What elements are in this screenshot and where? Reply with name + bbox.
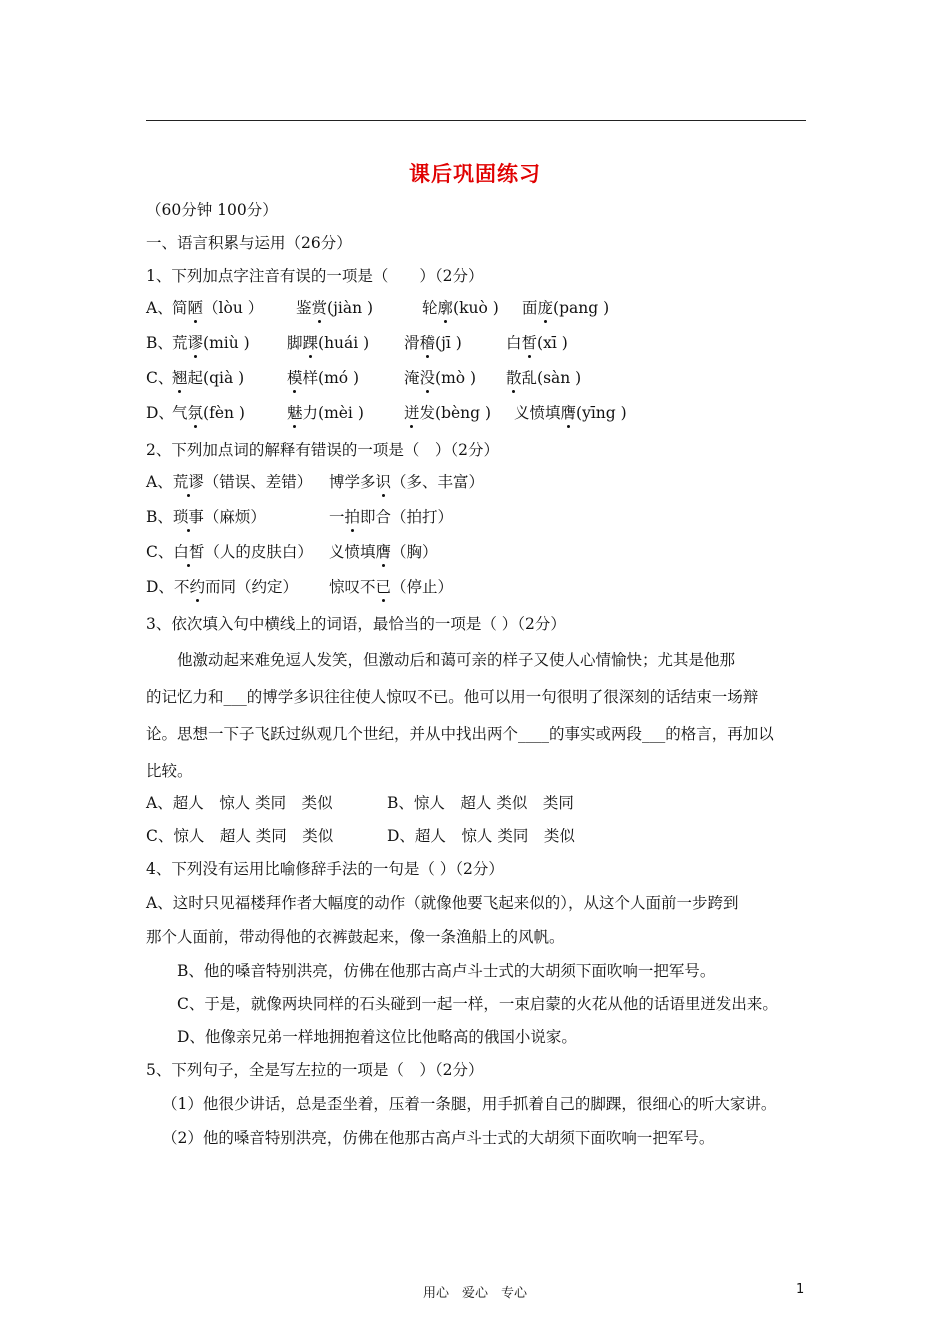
question-5-sentence-2: （2）他的嗓音特别洪亮，仿佛在他那古高卢斗士式的大胡须下面吹响一把军号。 — [162, 1129, 715, 1147]
page-number: 1 — [796, 1282, 805, 1297]
passage-line-2: 的记忆力和___的博学多识往往使人惊叹不已。他可以用一句很明了很深刻的话结束一场辩 — [146, 688, 759, 706]
time-score: （60分钟 100分） — [146, 201, 278, 219]
passage-line-1: 他激动起来难免逗人发笑，但激动后和蔼可亲的样子又使人心情愉快；尤其是他那 — [177, 651, 736, 669]
page-title: 课后巩固练习 — [409, 162, 541, 186]
question-4-option-d: D、他像亲兄弟一样地拥抱着这位比他略高的俄国小说家。 — [177, 1028, 577, 1046]
footer-motto: 用心 爱心 专心 — [422, 1286, 527, 1301]
question-3-option-b: B、惊人 超人 类似 类同 — [387, 794, 574, 812]
question-3-stem: 3、依次填入句中横线上的词语，最恰当的一项是（ ）（2分） — [146, 615, 566, 633]
question-4-option-a-line-1: A、这时只见福楼拜作者大幅度的动作（就像他要飞起来似的），从这个人面前一步跨到 — [146, 894, 739, 912]
question-4-option-c: C、于是，就像两块同样的石头碰到一起一样，一束启蒙的火花从他的话语里迸发出来。 — [177, 995, 778, 1013]
question-1-stem: 1、下列加点字注音有误的一项是（ ）（2分） — [146, 267, 484, 285]
header-rule — [146, 120, 806, 121]
question-3-option-c: C、惊人 超人 类同 类似 — [146, 827, 334, 845]
question-4-option-a-line-2: 那个人面前，带动得他的衣裤鼓起来，像一条渔船上的风帆。 — [146, 928, 565, 946]
question-2-stem: 2、下列加点词的解释有错误的一项是（ ）（2分） — [146, 441, 499, 459]
section-heading: 一、语言积累与运用（26分） — [146, 234, 352, 252]
passage-line-3: 论。思想一下子飞跃过纵观几个世纪，并从中找出两个____的事实或两段___的格言，再加以 — [146, 725, 774, 743]
question-3-option-d: D、超人 惊人 类同 类似 — [387, 827, 575, 845]
passage-line-4: 比较。 — [146, 762, 193, 780]
question-5-stem: 5、下列句子，全是写左拉的一项是（ ）（2分） — [146, 1061, 484, 1079]
question-4-stem: 4、下列没有运用比喻修辞手法的一句是（ ）（2分） — [146, 860, 504, 878]
question-4-option-b: B、他的嗓音特别洪亮，仿佛在他那古高卢斗士式的大胡须下面吹响一把军号。 — [177, 962, 716, 980]
question-5-sentence-1: （1）他很少讲话，总是歪坐着，压着一条腿，用手抓着自己的脚踝，很细心的听大家讲。 — [162, 1095, 777, 1113]
question-3-option-a: A、超人 惊人 类同 类似 — [146, 794, 333, 812]
